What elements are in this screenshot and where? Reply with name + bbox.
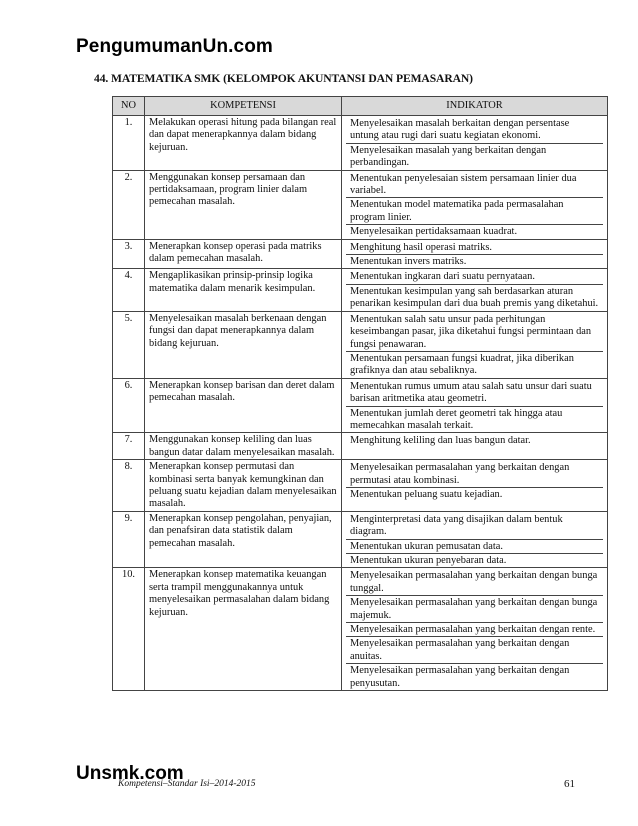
table-row bbox=[113, 433, 608, 460]
indicator-cell bbox=[342, 460, 608, 512]
competency-cell: Menerapkan konsep barisan dan deret dalam pemecahan masalah. bbox=[145, 378, 342, 433]
competency-cell: Menerapkan konsep matematika keuangan serta trampil menggunakannya untuk menyelesaikan permasalahan dalam bidang kejuruan. bbox=[145, 568, 342, 691]
column-header-no: NO bbox=[113, 97, 145, 116]
indicator-item: Menyelesaikan pertidaksamaan kuadrat. bbox=[350, 226, 518, 238]
indicator-item: Menyelesaikan masalah yang berkaitan dengan perbandingan. bbox=[350, 144, 547, 169]
indicator-item: Menentukan rumus umum atau salah satu unsur dari suatu barisan aritmetika atau geometri. bbox=[346, 380, 603, 407]
indicator-cell bbox=[342, 378, 608, 433]
row-number: 2. bbox=[113, 170, 145, 239]
indicator-item: Menentukan kesimpulan yang sah berdasarkan aturan penarikan kesimpulan dari dua buah premis yang diketahui. bbox=[350, 285, 599, 310]
table-row bbox=[113, 116, 608, 171]
table-header-row bbox=[113, 97, 608, 116]
indicator-item: Menghitung keliling dan luas bangun datar. bbox=[350, 435, 531, 447]
competency-cell: Menerapkan konsep pengolahan, penyajian, dan penafsiran data statistik dalam pemecahan masalah. bbox=[145, 511, 342, 568]
indicator-item: Menentukan persamaan fungsi kuadrat, jika diberikan grafiknya dan atau sebaliknya. bbox=[350, 352, 574, 377]
indicator-item: Menentukan peluang suatu kejadian. bbox=[350, 488, 503, 500]
indicator-item: Menghitung hasil operasi matriks. bbox=[346, 241, 603, 255]
indicator-item: Menentukan salah satu unsur pada perhitungan keseimbangan pasar, jika diketahui fungsi permintaan dan fungsi penawaran. bbox=[346, 313, 603, 352]
table-row bbox=[113, 460, 608, 512]
table-row bbox=[113, 568, 608, 691]
table-body bbox=[113, 116, 608, 691]
footer-text: Kompetensi–Standar Isi–2014-2015 bbox=[118, 779, 256, 789]
indicator-item: Menginterpretasi data yang disajikan dalam bentuk diagram. bbox=[346, 513, 603, 540]
indicator-cell bbox=[342, 568, 608, 691]
indicator-cell bbox=[342, 170, 608, 239]
indicator-item: Menentukan model matematika pada permasalahan program linier. bbox=[346, 198, 603, 225]
competency-cell: Menyelesaikan masalah berkenaan dengan fungsi dan dapat menerapkannya dalam bidang kejuruan. bbox=[145, 311, 342, 378]
competency-table bbox=[112, 96, 608, 691]
row-number: 4. bbox=[113, 269, 145, 311]
indicator-item: Menyelesaikan permasalahan yang berkaitan dengan bunga majemuk. bbox=[346, 596, 603, 623]
competency-cell: Mengaplikasikan prinsip-prinsip logika matematika dalam menarik kesimpulan. bbox=[145, 269, 342, 311]
indicator-cell bbox=[342, 511, 608, 568]
row-number: 1. bbox=[113, 116, 145, 171]
competency-cell: Menerapkan konsep permutasi dan kombinasi serta banyak kemungkinan dan peluang suatu kejadian dalam menyelesaikan masalah. bbox=[145, 460, 342, 512]
indicator-item: Menentukan ukuran penyebaran data. bbox=[350, 555, 507, 566]
indicator-cell bbox=[342, 269, 608, 311]
competency-cell: Menggunakan konsep persamaan dan pertidaksamaan, program linier dalam pemecahan masalah. bbox=[145, 170, 342, 239]
table-row bbox=[113, 378, 608, 433]
indicator-cell bbox=[342, 311, 608, 378]
indicator-item: Menentukan ingkaran dari suatu pernyataan. bbox=[346, 270, 603, 284]
indicator-item: Menyelesaikan permasalahan yang berkaitan dengan penyusutan. bbox=[350, 665, 570, 689]
indicator-item: Menyelesaikan permasalahan yang berkaitan dengan anuitas. bbox=[346, 637, 603, 664]
row-number: 3. bbox=[113, 239, 145, 269]
row-number: 6. bbox=[113, 378, 145, 433]
page-number: 61 bbox=[564, 778, 575, 790]
indicator-item: Menentukan penyelesaian sistem persamaan linier dua variabel. bbox=[346, 172, 603, 199]
indicator-item: Menentukan ukuran pemusatan data. bbox=[346, 540, 603, 554]
indicator-cell bbox=[342, 433, 608, 460]
indicator-item: Menentukan jumlah deret geometri tak hingga atau memecahkan masalah terkait. bbox=[350, 407, 563, 431]
table-row bbox=[113, 170, 608, 239]
row-number: 9. bbox=[113, 511, 145, 568]
column-header-indikator: INDIKATOR bbox=[342, 97, 608, 116]
indicator-item: Menyelesaikan permasalahan yang berkaitan dengan bunga tunggal. bbox=[346, 569, 603, 596]
competency-cell: Melakukan operasi hitung pada bilangan real dan dapat menerapkannya dalam bidang kejuruan. bbox=[145, 116, 342, 171]
indicator-item: Menyelesaikan masalah berkaitan dengan persentase untung atau rugi dari suatu kegiatan ekonomi. bbox=[346, 117, 603, 144]
indicator-item: Menyelesaikan permasalahan yang berkaitan dengan permutasi atau kombinasi. bbox=[346, 461, 603, 488]
column-header-kompetensi: KOMPETENSI bbox=[145, 97, 342, 116]
row-number: 5. bbox=[113, 311, 145, 378]
row-number: 10. bbox=[113, 568, 145, 691]
indicator-item: Menentukan invers matriks. bbox=[350, 256, 467, 268]
competency-cell: Menggunakan konsep keliling dan luas bangun datar dalam menyelesaikan masalah. bbox=[145, 433, 342, 460]
indicator-cell bbox=[342, 116, 608, 171]
indicator-cell bbox=[342, 239, 608, 269]
row-number: 7. bbox=[113, 433, 145, 460]
competency-cell: Menerapkan konsep operasi pada matriks dalam pemecahan masalah. bbox=[145, 239, 342, 269]
indicator-item: Menyelesaikan permasalahan yang berkaitan dengan rente. bbox=[346, 623, 603, 637]
row-number: 8. bbox=[113, 460, 145, 512]
document-title: 44. MATEMATIKA SMK (KELOMPOK AKUNTANSI DAN PEMASARAN) bbox=[94, 72, 473, 85]
watermark-top: PengumumanUn.com bbox=[76, 36, 273, 57]
table-row bbox=[113, 269, 608, 311]
table-row bbox=[113, 239, 608, 269]
table-row bbox=[113, 311, 608, 378]
watermark-bottom: Unsmk.com bbox=[76, 763, 184, 784]
table-row bbox=[113, 511, 608, 568]
